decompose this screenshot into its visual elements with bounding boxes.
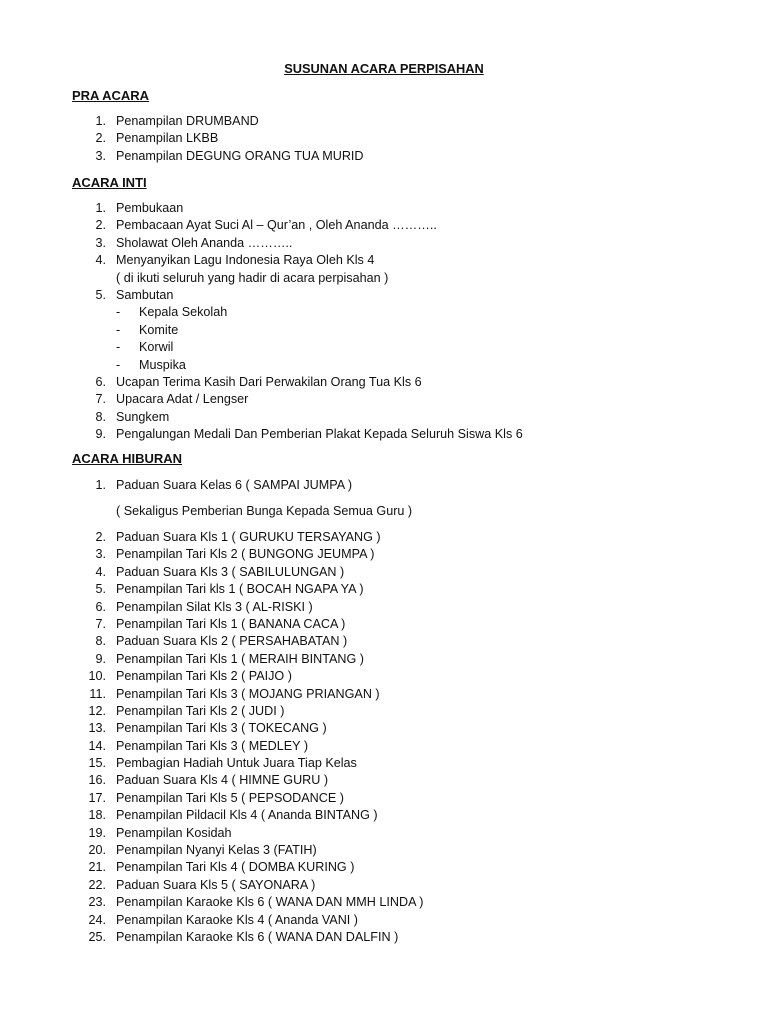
section-heading-pra-acara: PRA ACARA — [72, 88, 150, 103]
item-text: Penampilan DRUMBAND — [116, 114, 259, 128]
item-text: Penampilan Tari Kls 2 ( BUNGONG JEUMPA ) — [116, 547, 375, 562]
item-text: Ucapan Terima Kasih Dari Perwakilan Orang Tua Kls 6 — [116, 374, 422, 389]
item-number: 8. — [95, 634, 106, 649]
item-text: Paduan Suara Kls 4 ( HIMNE GURU ) — [116, 773, 329, 788]
item-number: 9. — [95, 651, 106, 666]
item-text: Pembagian Hadiah Untuk Juara Tiap Kelas — [116, 756, 357, 771]
item-number: 24. — [88, 912, 106, 927]
item-text: Sambutan — [116, 287, 174, 302]
item-text: Sungkem — [116, 409, 170, 424]
item-text: Penampilan Tari Kls 2 ( JUDI ) — [116, 703, 285, 718]
document-title: SUSUNAN ACARA PERPISAHAN — [284, 61, 484, 76]
item-number: 21. — [88, 860, 106, 875]
sub-item-text: Komite — [139, 322, 179, 337]
item-number: 6. — [95, 599, 106, 614]
item-text: Paduan Suara Kls 1 ( GURUKU TERSAYANG ) — [116, 530, 381, 544]
item-number: 3. — [95, 148, 106, 163]
item-continuation: ( di ikuti seluruh yang hadir di acara perpisahan ) — [116, 270, 389, 285]
item-text: Sholawat Oleh Ananda ……….. — [116, 235, 293, 250]
item-number: 3. — [95, 235, 106, 250]
dash-bullet: - — [116, 340, 121, 355]
item-note: ( Sekaligus Pemberian Bunga Kepada Semua Guru ) — [116, 504, 413, 518]
item-text: Penampilan Tari Kls 2 ( PAIJO ) — [116, 669, 292, 684]
sub-item-text: Muspika — [139, 357, 186, 372]
item-number: 13. — [88, 721, 106, 736]
item-text: Penampilan Tari Kls 3 ( MEDLEY ) — [116, 738, 309, 753]
item-number: 5. — [95, 287, 106, 302]
item-text: Penampilan Tari Kls 5 ( PEPSODANCE ) — [116, 790, 344, 805]
item-number: 25. — [88, 929, 106, 944]
item-number: 19. — [88, 825, 106, 840]
item-number: 2. — [95, 218, 106, 233]
item-number: 5. — [95, 582, 106, 597]
item-text: Paduan Suara Kls 5 ( SAYONARA ) — [116, 877, 316, 892]
item-number: 18. — [88, 808, 106, 823]
item-text: Penampilan Tari Kls 4 ( DOMBA KURING ) — [116, 860, 355, 875]
item-text: Upacara Adat / Lengser — [116, 392, 249, 407]
item-number: 23. — [88, 895, 106, 910]
item-text: Menyanyikan Lagu Indonesia Raya Oleh Kls 4 — [116, 253, 375, 268]
item-number: 7. — [95, 392, 106, 407]
item-number: 20. — [88, 843, 106, 858]
item-text: Penampilan DEGUNG ORANG TUA MURID — [116, 148, 364, 163]
item-number: 3. — [95, 547, 106, 562]
item-text: Penampilan Tari Kls 1 ( MERAIH BINTANG ) — [116, 651, 364, 666]
item-number: 6. — [95, 374, 106, 389]
item-number: 22. — [88, 877, 106, 892]
item-number: 4. — [95, 253, 106, 268]
item-text: Pembacaan Ayat Suci Al – Qur’an , Oleh Ananda ……….. — [116, 218, 437, 233]
item-number: 4. — [95, 564, 106, 579]
dash-bullet: - — [116, 305, 121, 320]
item-text: Penampilan Tari kls 1 ( BOCAH NGAPA YA ) — [116, 582, 364, 597]
item-text: Paduan Suara Kls 3 ( SABILULUNGAN ) — [116, 564, 345, 579]
item-text: Penampilan Karaoke Kls 6 ( WANA DAN DALFIN ) — [116, 929, 399, 944]
item-text: Penampilan Kosidah — [116, 825, 232, 840]
item-number: 8. — [95, 409, 106, 424]
item-text: Penampilan LKBB — [116, 131, 219, 146]
item-number: 10. — [88, 669, 106, 684]
item-text: Penampilan Karaoke Kls 6 ( WANA DAN MMH LINDA ) — [116, 895, 424, 910]
item-text: Pengalungan Medali Dan Pemberian Plakat Kepada Seluruh Siswa Kls 6 — [116, 427, 523, 442]
section-heading-acara-inti: ACARA INTI — [72, 175, 147, 190]
item-number: 12. — [88, 703, 106, 718]
sub-item-text: Kepala Sekolah — [139, 305, 228, 320]
item-text: Paduan Suara Kls 2 ( PERSAHABATAN ) — [116, 634, 348, 649]
item-number: 11. — [89, 686, 106, 701]
item-text: Penampilan Tari Kls 1 ( BANANA CACA ) — [116, 616, 346, 631]
item-number: 1. — [95, 478, 106, 492]
item-text: Paduan Suara Kelas 6 ( SAMPAI JUMPA ) — [116, 478, 353, 492]
dash-bullet: - — [116, 322, 121, 337]
item-text: Penampilan Tari Kls 3 ( TOKECANG ) — [116, 721, 327, 736]
item-number: 2. — [95, 530, 106, 544]
item-text: Penampilan Tari Kls 3 ( MOJANG PRIANGAN ) — [116, 686, 380, 701]
item-text: Penampilan Pildacil Kls 4 ( Ananda BINTANG ) — [116, 808, 378, 823]
sub-item-text: Korwil — [139, 340, 174, 355]
item-number: 1. — [95, 201, 106, 215]
item-number: 1. — [95, 114, 106, 128]
item-text: Penampilan Silat Kls 3 ( AL-RISKI ) — [116, 599, 313, 614]
item-number: 2. — [95, 131, 106, 146]
item-text: Pembukaan — [116, 201, 184, 215]
item-number: 14. — [88, 738, 106, 753]
item-number: 15. — [88, 756, 106, 771]
item-text: Penampilan Karaoke Kls 4 ( Ananda VANI ) — [116, 912, 358, 927]
item-number: 17. — [88, 790, 106, 805]
section-heading-acara-hiburan: ACARA HIBURAN — [72, 451, 183, 466]
item-number: 16. — [88, 773, 106, 788]
dash-bullet: - — [116, 357, 121, 372]
item-number: 9. — [95, 427, 106, 442]
item-text: Penampilan Nyanyi Kelas 3 (FATIH) — [116, 843, 317, 858]
item-number: 7. — [95, 616, 106, 631]
